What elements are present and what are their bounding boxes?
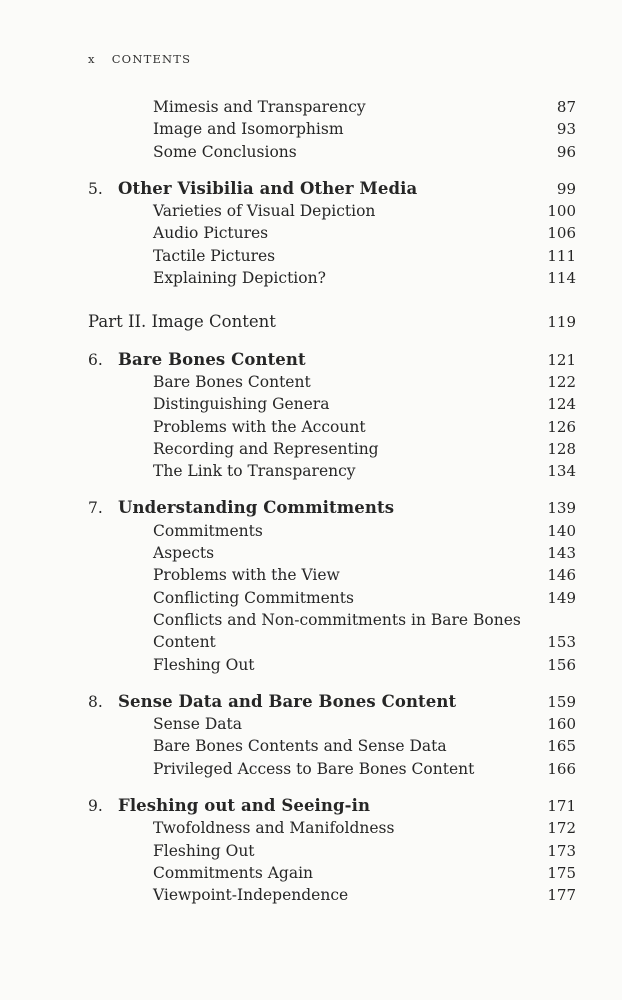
toc-entry-page: 140: [547, 521, 576, 540]
toc-entry-page: 96: [556, 142, 576, 161]
toc-entry-title: Sense Data: [153, 715, 242, 734]
toc-entry-page: 149: [547, 588, 576, 607]
toc-entry: [88, 817, 576, 839]
chapter-heading: [88, 497, 576, 519]
toc-entry: [88, 222, 576, 244]
toc-entry-title: Aspects: [153, 544, 215, 563]
toc-entry: [88, 96, 576, 118]
toc-entry-title: Problems with the Account: [153, 417, 366, 436]
running-head-label: CONTENTS: [111, 52, 192, 66]
toc-entry: [88, 118, 576, 140]
toc-entry-page: 114: [547, 269, 576, 288]
toc-entry-page: 87: [556, 98, 576, 116]
chapter-title: Fleshing out and Seeing-in: [118, 796, 371, 816]
chapter-title: Sense Data and Bare Bones Content: [118, 691, 457, 711]
toc-entry: [88, 631, 576, 653]
toc-entry-title: Privileged Access to Bare Bones Content: [153, 759, 475, 778]
chapter-page: 171: [547, 797, 576, 816]
toc-entry: [88, 438, 576, 460]
toc-entry-title: Viewpoint-Independence: [153, 886, 349, 905]
toc-entry: [88, 713, 576, 735]
chapter-number: 9.: [88, 797, 103, 816]
lead-entries: [88, 96, 576, 163]
toc-entry-page: 126: [547, 417, 576, 436]
chapter-title: Other Visibilia and Other Media: [118, 178, 418, 198]
toc-entry-title: Commitments Again: [153, 863, 314, 882]
chapter-number: 6.: [88, 350, 103, 369]
toc-entry-page: 156: [547, 655, 576, 674]
chapter-9: [88, 795, 576, 906]
chapter-page: 99: [556, 179, 576, 198]
chapter-5: [88, 178, 576, 289]
chapter-title: Understanding Commitments: [118, 498, 395, 518]
toc-entry: [88, 520, 576, 542]
toc-entry-title: Commitments: [153, 521, 263, 540]
folio: x: [88, 52, 96, 66]
toc-entry-title: Distinguishing Genera: [153, 395, 330, 414]
toc-entry-page: 100: [547, 202, 576, 221]
part-title: Part II. Image Content: [88, 312, 276, 332]
toc-entry: [88, 200, 576, 222]
chapter-7: [88, 497, 576, 675]
toc-entry: [88, 371, 576, 393]
toc-entry: [88, 884, 576, 906]
toc-entry: [88, 654, 576, 676]
toc-entry-page: 166: [547, 759, 576, 778]
toc-entry-page: 111: [547, 246, 576, 265]
toc-entry-page: 172: [547, 819, 576, 838]
toc-entry-title: Tactile Pictures: [153, 246, 276, 265]
toc-entry-page: 134: [547, 462, 576, 481]
toc-entry: [88, 141, 576, 163]
toc-entry-title: Image and Isomorphism: [153, 120, 344, 139]
toc-entry-title: Explaining Depiction?: [153, 269, 326, 288]
chapter-number: 8.: [88, 692, 103, 711]
chapter-6: [88, 349, 576, 483]
toc-entry-page: 153: [547, 633, 576, 652]
chapter-title: Bare Bones Content: [118, 349, 306, 369]
toc-entry-title: Bare Bones Contents and Sense Data: [153, 737, 447, 756]
toc-entry-title: Content: [153, 633, 216, 652]
chapter-heading: [88, 795, 576, 817]
table-of-contents: [88, 96, 576, 907]
toc-entry-title: Conflicting Commitments: [153, 588, 354, 607]
toc-entry: [88, 542, 576, 564]
toc-entry: [88, 758, 576, 780]
chapter-8: [88, 691, 576, 780]
part-page: 119: [547, 313, 576, 332]
toc-entry: [88, 393, 576, 415]
toc-entry-title: Fleshing Out: [153, 655, 255, 674]
toc-entry-title: Recording and Representing: [153, 439, 379, 458]
chapter-number: 7.: [88, 499, 103, 518]
toc-entry-title: Varieties of Visual Depiction: [153, 202, 376, 221]
chapter-number: 5.: [88, 179, 103, 198]
toc-entry: [88, 862, 576, 884]
part-heading: [88, 311, 576, 333]
toc-entry-page: 165: [547, 737, 576, 756]
toc-entry-page: 128: [547, 439, 576, 458]
toc-entry-title: Conflicts and Non-commitments in Bare Bones: [153, 610, 521, 629]
toc-entry: [88, 267, 576, 289]
toc-entry-title: Mimesis and Transparency: [153, 98, 366, 116]
toc-entry: [88, 460, 576, 482]
toc-entry-title: Some Conclusions: [153, 142, 297, 161]
toc-entry: [88, 564, 576, 586]
chapter-page: 159: [547, 692, 576, 711]
toc-entry-page: 124: [547, 395, 576, 414]
chapter-page: 139: [547, 499, 576, 518]
toc-entry-title: Audio Pictures: [153, 224, 269, 243]
toc-entry-page: 175: [547, 863, 576, 882]
toc-entry: [88, 609, 576, 631]
chapter-heading: [88, 349, 576, 371]
toc-entry-page: 173: [547, 841, 576, 860]
toc-entry-title: Fleshing Out: [153, 841, 255, 860]
running-head: [88, 52, 191, 66]
toc-entry-page: 146: [547, 566, 576, 585]
toc-entry-page: 106: [547, 224, 576, 243]
toc-entry-title: Problems with the View: [153, 566, 340, 585]
chapter-heading: [88, 691, 576, 713]
chapter-page: 121: [547, 350, 576, 369]
toc-entry: [88, 735, 576, 757]
toc-entry: [88, 840, 576, 862]
toc-entry: [88, 587, 576, 609]
chapter-heading: [88, 178, 576, 200]
toc-entry: [88, 416, 576, 438]
toc-entry-title: Bare Bones Content: [153, 372, 311, 391]
toc-entry-title: Twofoldness and Manifoldness: [153, 819, 395, 838]
toc-entry-page: 160: [547, 715, 576, 734]
toc-entry-title: The Link to Transparency: [153, 462, 356, 481]
toc-entry-page: 143: [547, 544, 576, 563]
toc-entry-page: 177: [547, 886, 576, 905]
toc-entry-page: 93: [556, 120, 576, 139]
toc-entry-page: 122: [547, 372, 576, 391]
toc-entry: [88, 245, 576, 267]
